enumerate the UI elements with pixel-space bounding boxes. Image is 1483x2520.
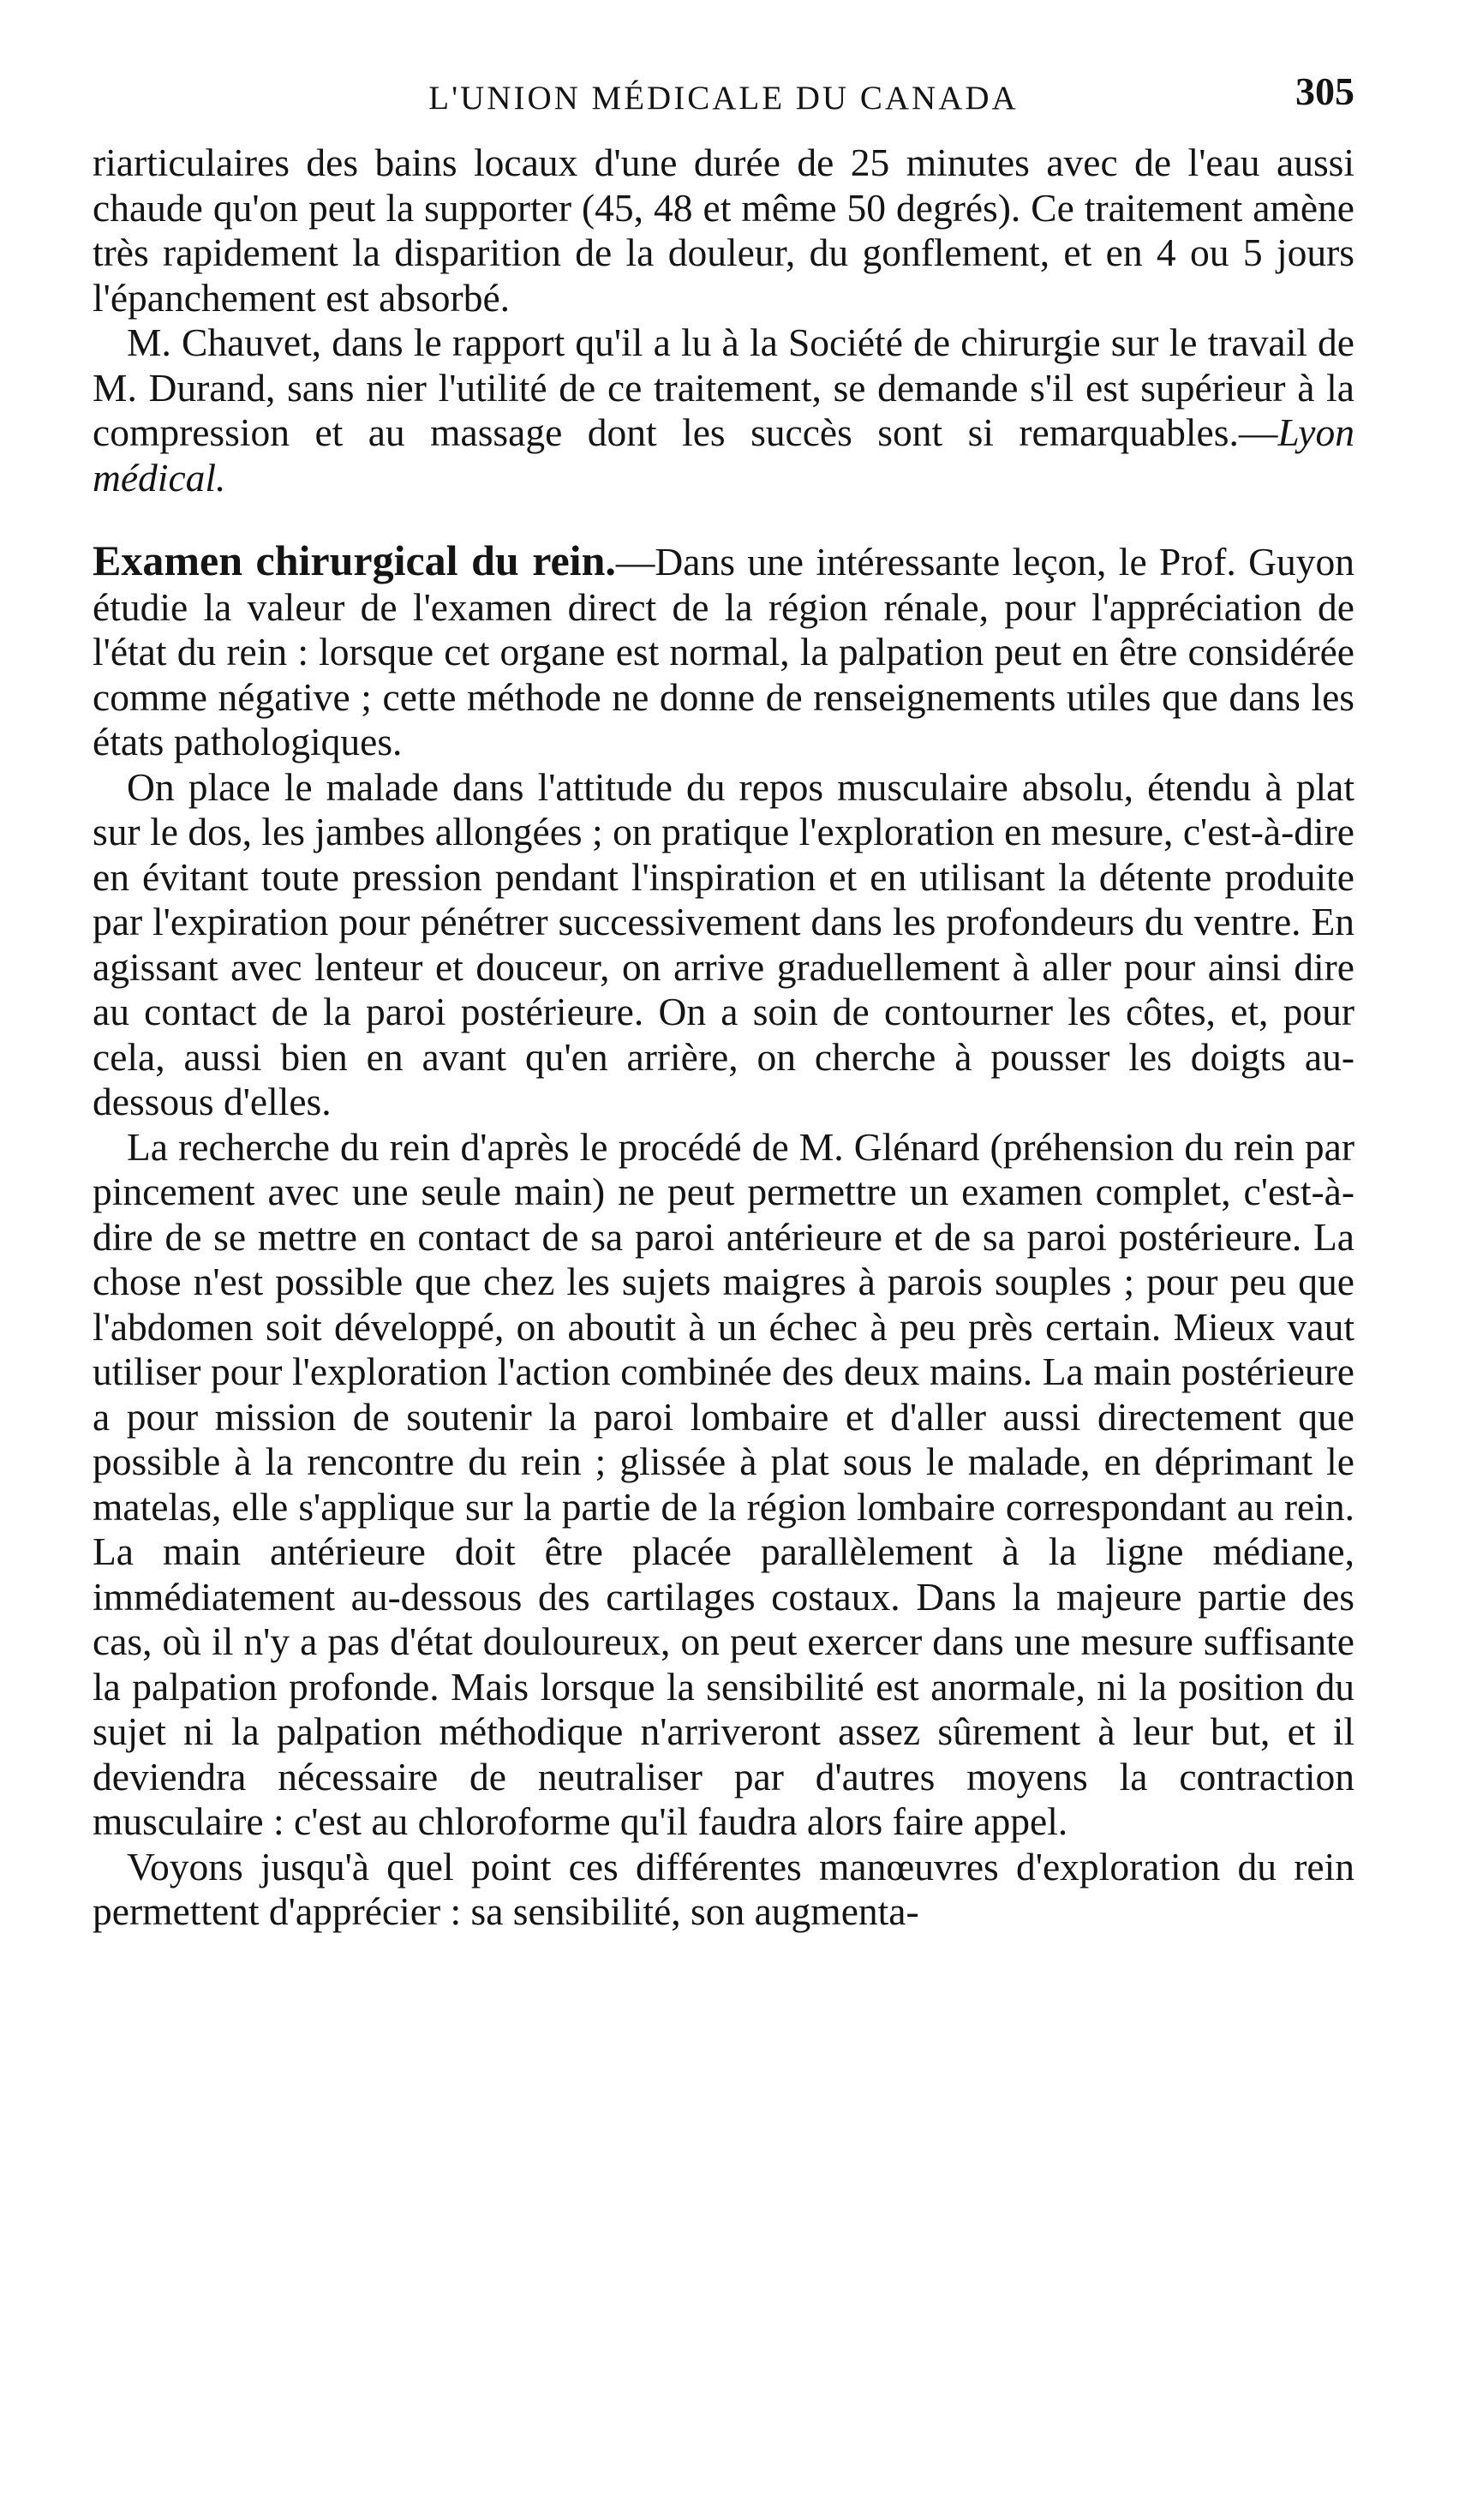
running-title: L'UNION MÉDICALE DU CANADA [428,80,1019,117]
paragraph-text: On place le malade dans l'attitude du repos musculaire absolu, étendu à plat sur le dos, les jambes allongées ; on pratique l'exploration en mesure, c'est-à-dire en évitant toute pression pendant l'inspiration et en utilisant la détente produite par l'expiration pour pénétrer successivement dans les profondeurs du ventre. En agissant avec lenteur et douceur, on arrive graduellement à aller pour ainsi dire au contact de la paroi postérieure. On a soin de contourner les côtes, et, pour cela, aussi bien en avant qu'en arrière, on cherche à pousser les doigts au-dessous d'elles. [93,764,1354,1123]
page-number: 305 [1295,69,1354,113]
running-head [93,69,1354,129]
page-body [93,141,1354,1935]
paragraph [93,765,1354,1125]
source-citation: Lyon médical. [93,410,1354,500]
paragraph-text: La recherche du rein d'après le procédé de M. Glénard (préhension du rein par pincement avec une seule main) ne peut permettre un examen complet, c'est-à-dire de se mettre en contact de sa paroi antérieure et de sa paroi postérieure. La chose n'est possible que chez les sujets maigres à parois souples ; pour peu que l'abdomen soit développé, on aboutit à un échec à peu près certain. Mieux vaut utiliser pour l'exploration l'action combinée des deux mains. La main postérieure a pour mission de soutenir la paroi lombaire et d'aller aussi directement que possible à la rencontre du rein ; glissée à plat sous le malade, en déprimant le matelas, elle s'applique sur la partie de la région lombaire correspondant au rein. La main antérieure doit être placée parallèlement à la ligne médiane, immédiatement au-dessous des cartilages costaux. Dans la majeure partie des cas, où il n'y a pas d'état douloureux, on peut exercer dans une mesure suffisante la palpation profonde. Mais lorsque la sensibilité est anormale, ni la position du sujet ni la palpation méthodique n'arriveront assez sûrement à leur but, et il deviendra nécessaire de neutraliser par d'autres moyens la contraction musculaire : c'est au chloroforme qu'il faudra alors faire appel. [93,1124,1354,1843]
paragraph [93,320,1354,500]
paragraph [93,1845,1354,1935]
paragraph-text: M. Chauvet, dans le rapport qu'il a lu à la Société de chirurgie sur le travail de M. Durand, sans nier l'utilité de ce traitement, se demande s'il est supérieur à la compression et au massage dont les succès sont si remarquables.— [93,320,1354,454]
paragraph-text: Voyons jusqu'à quel point ces différentes manœuvres d'exploration du rein permettent d'apprécier : sa sensibilité, son augmenta- [93,1844,1354,1933]
article-heading: Examen chirurgical du rein. [93,536,616,584]
paragraph-continued [93,141,1354,320]
article-start [93,538,1354,765]
paragraph-text: —Dans une intéressante leçon, le Prof. Guyon étudie la valeur de l'examen direct de la région rénale, pour l'appréciation de l'état du rein : lorsque cet organe est normal, la palpation peut en être considérée comme négative ; cette méthode ne donne de renseignements utiles que dans les états pathologiques. [93,540,1355,763]
paragraph-text: riarticulaires des bains locaux d'une durée de 25 minutes avec de l'eau aussi chaude qu'on peut la supporter (45, 48 et même 50 degrés). Ce traitement amène très rapidement la disparition de la douleur, du gonflement, et en 4 ou 5 jours l'épanchement est absorbé. [93,141,1354,320]
paragraph [93,1125,1354,1845]
